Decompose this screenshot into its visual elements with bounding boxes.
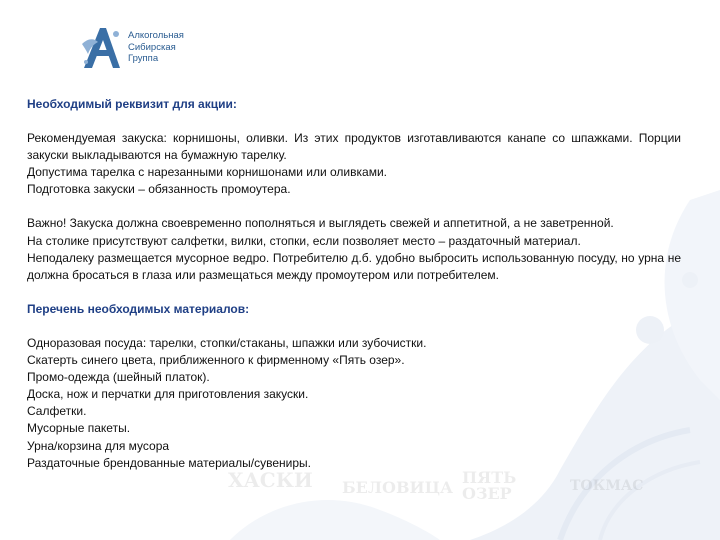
list-item: Доска, нож и перчатки для приготовления закуски. bbox=[27, 387, 309, 402]
logo-a-icon bbox=[80, 24, 124, 70]
list-item: Салфетки. bbox=[27, 404, 87, 419]
brand-logo-haski: ХАСКИ bbox=[228, 468, 313, 492]
logo-line-3: Группа bbox=[128, 53, 159, 64]
list-item: Урна/корзина для мусора bbox=[27, 438, 170, 453]
list-item: Мусорные пакеты. bbox=[27, 421, 131, 436]
brand-logo-tokmas: ТОКМАС bbox=[570, 478, 644, 494]
materials-heading: Перечень необходимых материалов: bbox=[27, 301, 250, 316]
slide-content bbox=[27, 96, 681, 472]
snack-recommendation-text: Рекомендуемая закуска: корнишоны, оливки. Из этих продуктов изготавливаются канапе со шпажками. Порции закуски выкладываются на бумажную тарелку. bbox=[27, 131, 681, 163]
logo-line-2: Сибирская bbox=[128, 41, 176, 53]
brand-logo-pyat-ozer: ПЯТЬ ОЗЕР bbox=[462, 468, 517, 503]
table-items-text: На столике присутствуют салфетки, вилки, стопки, если позволяет место – раздаточный материал. bbox=[27, 233, 581, 248]
important-note-text: Важно! Закуска должна своевременно пополняться и выглядеть свежей и аппетитной, а не заветренной. bbox=[27, 216, 614, 231]
requisites-heading: Необходимый реквизит для акции: bbox=[27, 97, 237, 111]
logo-wordmark bbox=[128, 30, 184, 65]
list-item: Раздаточные брендованные материалы/сувениры. bbox=[27, 455, 311, 470]
snack-duty-text: Подготовка закуски – обязанность промоутера. bbox=[27, 182, 291, 197]
trash-bin-text: Неподалеку размещается мусорное ведро. Потребителю д.б. удобно выбросить использованную посуду, но урна не должна бросаться в глаза или размещаться между промоутером или потребителем. bbox=[27, 250, 681, 282]
snack-plate-text: Допустима тарелка с нарезанными корнишонами или оливками. bbox=[27, 165, 387, 180]
list-item: Скатерть синего цвета, приближенного к фирменному «Пять озер». bbox=[27, 353, 405, 368]
list-item: Промо-одежда (шейный платок). bbox=[27, 370, 210, 385]
company-logo bbox=[80, 24, 200, 72]
list-item: Одноразовая посуда: тарелки, стопки/стаканы, шпажки или зубочистки. bbox=[27, 335, 427, 350]
materials-list bbox=[27, 335, 681, 472]
logo-line-1: Алкогольная bbox=[128, 30, 184, 41]
brand-logo-belovitsa: БЕЛОВИЦА bbox=[342, 478, 454, 497]
